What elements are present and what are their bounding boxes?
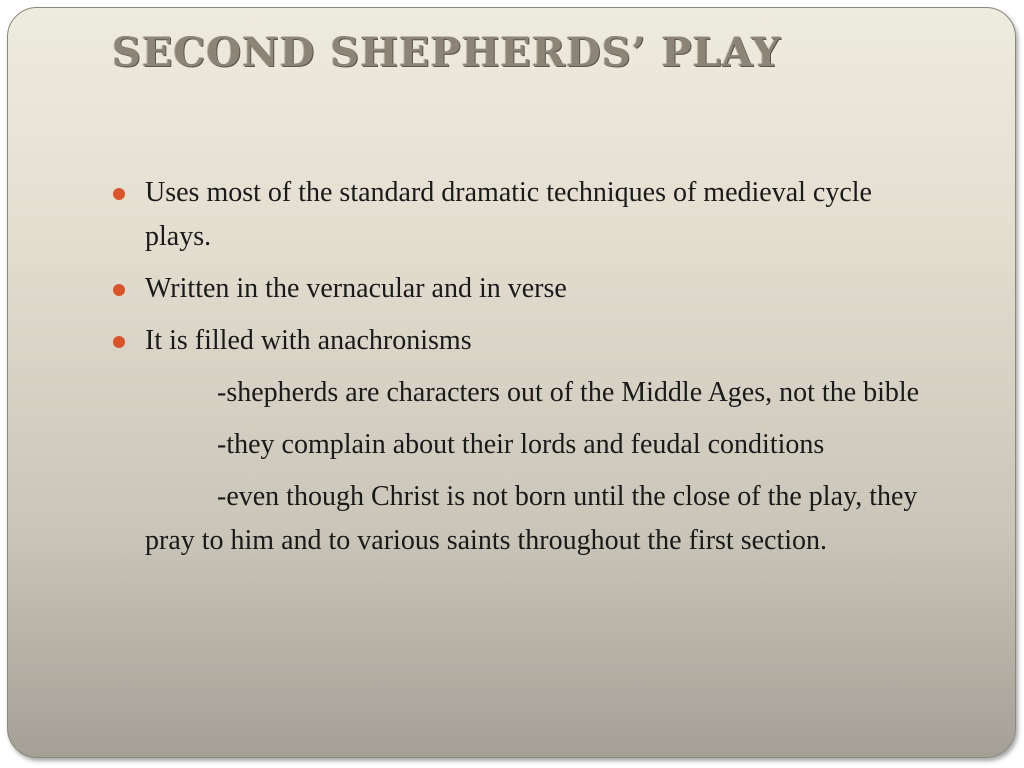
bullet-text: Uses most of the standard dramatic techniques of medieval cycle plays. <box>145 177 872 252</box>
bullet-text: It is filled with anachronisms <box>145 325 472 356</box>
slide <box>7 7 1016 758</box>
slide-body <box>113 171 943 571</box>
sub-point: -even though Christ is not born until the close of the play, they pray to him and to various saints throughout the first section. <box>145 481 918 556</box>
slide-title: SECOND SHEPHERDS’ PLAY <box>112 29 782 76</box>
bullet-item <box>113 171 943 259</box>
bullet-item <box>113 319 943 363</box>
bullet-dot-icon <box>113 284 125 296</box>
bullet-item <box>113 267 943 311</box>
bullet-text: Written in the vernacular and in verse <box>145 273 567 304</box>
sub-point: -shepherds are characters out of the Middle Ages, not the bible <box>217 377 920 408</box>
bullet-dot-icon <box>113 188 125 200</box>
bullet-dot-icon <box>113 336 125 348</box>
sub-point: -they complain about their lords and feudal conditions <box>217 429 825 460</box>
